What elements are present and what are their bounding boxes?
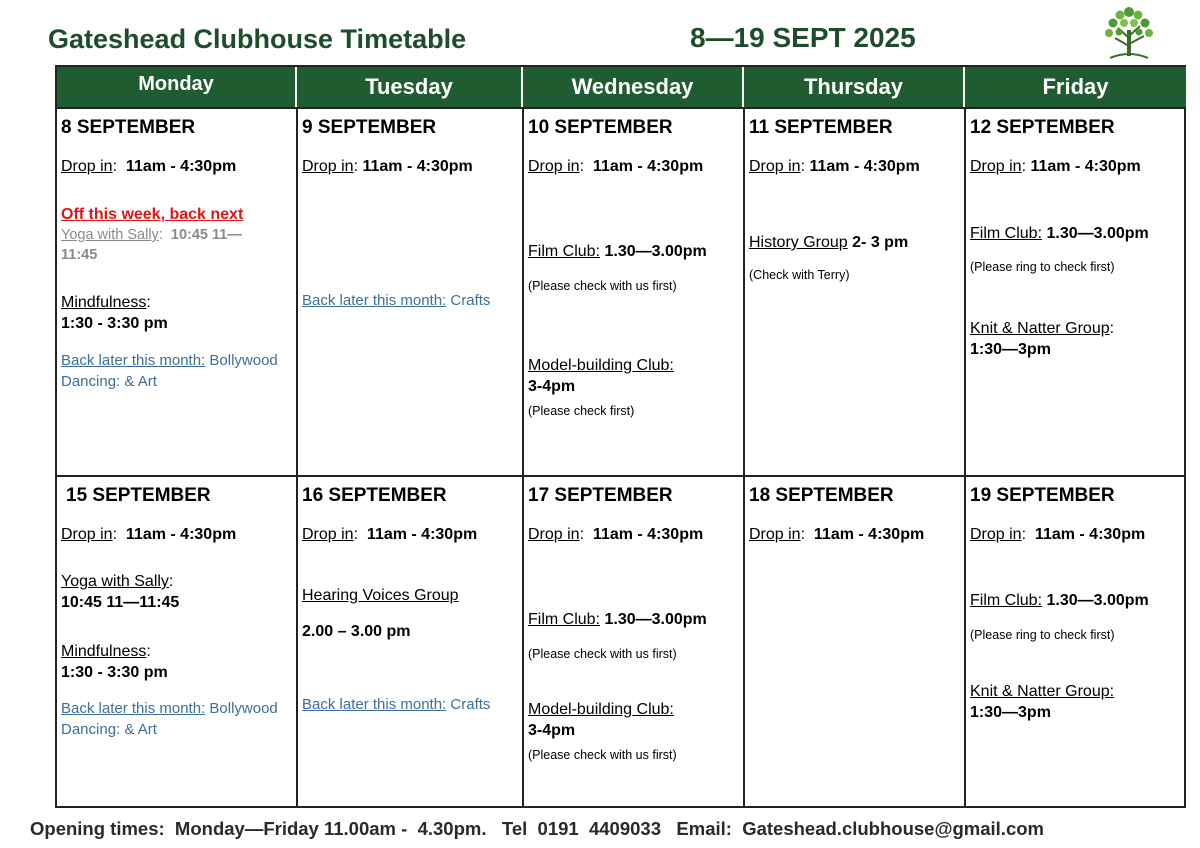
session-time: 11am - 4:30pm [1030,158,1141,175]
back-later-note [302,290,520,311]
session-note: (Please ring to check first) [970,260,1115,274]
session-note: (Please ring to check first) [970,628,1115,642]
session-label: Yoga with Sally [61,227,159,243]
cell-tuesday-16 [298,477,522,808]
session-time: 2- 3 pm [852,234,909,251]
cell-monday-8 [57,109,296,475]
back-later-text: Dancing: & Art [61,721,157,738]
session-time: 3-4pm [528,378,576,395]
session-label: Hearing Voices Group [302,587,459,604]
session-time: 1:30 - 3:30 pm [61,664,168,681]
day-header-tuesday: Tuesday [297,67,523,107]
session-time: 11am - 4:30pm [125,526,237,543]
drop-in-session: Drop in: 11am - 4:30pm [61,526,237,543]
back-later-note [61,350,294,392]
email: Email: Gateshead.clubhouse@gmail.com [676,818,1044,839]
mindfulness-session: Mindfulness: 1:30 - 3:30 pm [61,643,168,681]
cell-date: 18 SEPTEMBER [749,485,894,506]
date-range: 8—19 SEPT 2025 [690,22,916,53]
model-building-session [528,355,741,397]
session-label: Yoga with Sally [61,573,169,590]
drop-in-session: Drop in: 11am - 4:30pm [528,526,704,543]
drop-in-session: Drop in: 11am - 4:30pm [61,158,237,175]
back-later-label: Back later this month: [61,700,206,717]
drop-in-session: Drop in: 11am - 4:30pm [302,526,478,543]
footer-contact [30,818,1044,840]
yoga-session: Yoga with Sally: 10:45 11—11:45 [61,573,180,611]
cell-wednesday-10 [524,109,743,475]
film-club-session [970,223,1184,244]
mindfulness-session: Mindfulness: 1:30 - 3:30 pm [61,294,168,332]
session-label: Film Club: [970,225,1043,242]
session-time: 1.30—3.00pm [1046,592,1149,609]
cell-thursday-18 [745,477,964,808]
cell-date: 11 SEPTEMBER [749,117,893,138]
day-header-thursday: Thursday [744,67,965,107]
cell-date: 17 SEPTEMBER [528,485,673,506]
session-note: (Please check with us first) [528,647,677,661]
back-later-text: Bollywood [209,352,278,369]
back-later-note [61,698,294,740]
session-label: Knit & Natter Group [970,320,1110,337]
opening-times: Opening times: Monday—Friday 11.00am - 4.30pm. [30,818,487,839]
session-label: Drop in [528,526,580,543]
cell-thursday-11 [745,109,964,475]
session-note: (Please check with us first) [528,748,677,762]
drop-in-session: Drop in: 11am - 4:30pm [749,526,925,543]
session-time: 1.30—3.00pm [604,243,707,260]
session-label: Film Club: [528,611,601,628]
session-time: 3-4pm [528,722,576,739]
session-label: Film Club: [528,243,601,260]
cell-tuesday-9 [298,109,522,475]
drop-in-session: Drop in: 11am - 4:30pm [970,158,1141,175]
session-label: Model-building Club: [528,357,674,374]
knit-natter-session [970,681,1184,723]
session-label: Drop in [302,158,354,175]
cell-friday-12 [966,109,1186,475]
session-note: (Please check first) [528,404,635,418]
cell-date: 15 SEPTEMBER [66,485,211,506]
session-time: 11am - 4:30pm [592,526,704,543]
tree-icon [1100,2,1158,62]
day-header-wednesday: Wednesday [523,67,744,107]
drop-in-session: Drop in: 11am - 4:30pm [970,526,1146,543]
back-later-text: Bollywood [209,700,278,717]
cancellation-notice: Off this week, back next [61,206,244,223]
cell-date: 16 SEPTEMBER [302,485,447,506]
day-header-friday: Friday [965,67,1186,107]
session-label: Mindfulness [61,294,147,311]
session-note: (Please check with us first) [528,279,677,293]
hearing-voices-session [302,585,520,606]
session-label: Drop in [749,158,801,175]
session-time: 10:45 11— [170,227,242,243]
model-building-session [528,699,741,741]
page-title: Gateshead Clubhouse Timetable [48,24,467,54]
session-time: 11am - 4:30pm [813,526,925,543]
session-label: Drop in [970,158,1022,175]
back-later-label: Back later this month: [61,352,206,369]
session-label: Model-building Club: [528,701,674,718]
session-label: Drop in [302,526,354,543]
timetable-grid [55,65,1186,808]
session-label: Drop in [61,526,113,543]
cell-date: 9 SEPTEMBER [302,117,437,138]
session-time: 11am - 4:30pm [362,158,473,175]
telephone: Tel 0191 4409033 [501,818,661,839]
session-label: Drop in [528,158,580,175]
cell-date: 19 SEPTEMBER [970,485,1115,506]
cell-date: 8 SEPTEMBER [61,117,196,138]
session-time: 11am - 4:30pm [809,158,920,175]
session-note: (Check with Terry) [749,268,850,282]
cell-date: 12 SEPTEMBER [970,117,1115,138]
film-club-session [970,590,1184,611]
session-time: 2.00 – 3.00 pm [302,623,411,640]
session-time: 11:45 [61,247,98,263]
session-label: Film Club: [970,592,1043,609]
session-label: Drop in [970,526,1022,543]
session-label: History Group [749,234,848,251]
back-later-text: Dancing: & Art [61,373,157,390]
cell-friday-19 [966,477,1186,808]
session-label: Mindfulness [61,643,147,660]
cell-wednesday-17 [524,477,743,808]
drop-in-session: Drop in: 11am - 4:30pm [528,158,704,175]
back-later-text: Crafts [450,696,491,713]
session-label: Drop in [61,158,113,175]
session-time: 11am - 4:30pm [1034,526,1146,543]
session-time: 1:30 - 3:30 pm [61,315,168,332]
knit-natter-session: Knit & Natter Group: 1:30—3pm [970,320,1115,358]
session-time: 11am - 4:30pm [592,158,704,175]
history-group-session [749,232,962,253]
day-header-monday: Monday [57,67,297,107]
drop-in-session: Drop in: 11am - 4:30pm [302,158,473,175]
session-time: 1.30—3.00pm [1046,225,1149,242]
session-time: 10:45 11—11:45 [61,594,180,611]
back-later-note [302,694,520,715]
cell-date: 10 SEPTEMBER [528,117,673,138]
session-time: 1:30—3pm [970,704,1051,721]
film-club-session [528,241,741,262]
back-later-label: Back later this month: [302,292,447,309]
session-time: 11am - 4:30pm [125,158,237,175]
cell-monday-15 [57,477,296,808]
session-time: 11am - 4:30pm [366,526,478,543]
session-time: 1:30—3pm [970,341,1051,358]
yoga-session: Yoga with Sally: 10:45 11— 11:45 [61,227,242,263]
back-later-label: Back later this month: [302,696,447,713]
session-label: Drop in [749,526,801,543]
drop-in-session: Drop in: 11am - 4:30pm [749,158,920,175]
session-time: 1.30—3.00pm [604,611,707,628]
back-later-text: Crafts [450,292,491,309]
film-club-session [528,609,741,630]
session-label: Knit & Natter Group: [970,683,1115,700]
